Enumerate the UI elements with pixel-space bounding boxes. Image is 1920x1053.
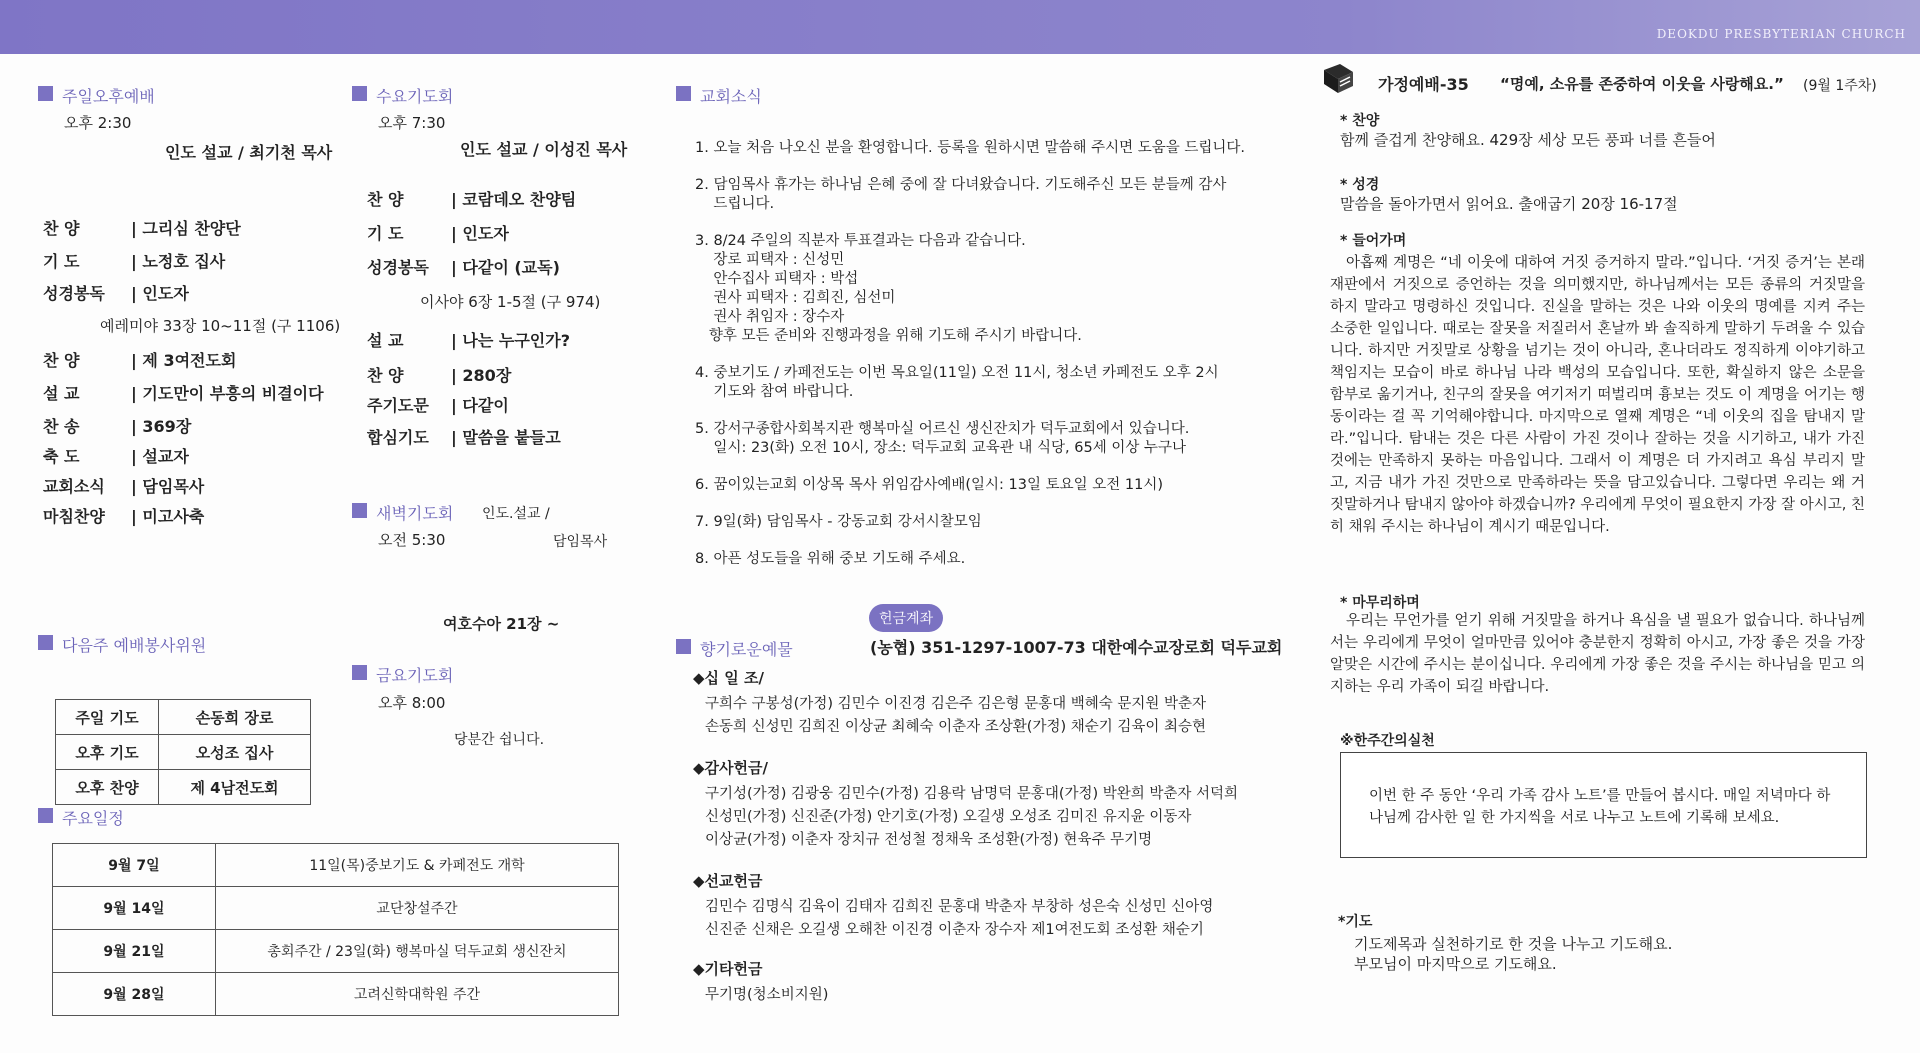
friday-note: 당분간 쉽니다.	[454, 732, 545, 748]
intro-text: 아홉째 계명은 “네 이웃에 대하여 거짓 증거하지 말라.”입니다. ‘거짓 증거’는 본래 재판에서 거짓으로 증언하는 것을 의미했지만, 하나님께서는 모든 종류의 거짓말을 하지 말라고 명령하신 것입니다. 진실을 말하는 것은 나와 이웃의 명예를 지켜 주는 소중한 일입니다. 때로는 잘못을 저질러서 혼날까 봐 솔직하게 말하기 두려울 수 있습니다. 하지만 거짓말로 상황을 넘기는 것이 아니라, 혼나더라도 정직하게 이야기하고 책임지는 모습이 바로 하나님 나라 백성의 모습입니다. 또한, 확실하지 않은 소문을 함부로 옮기거나, 친구의 잘못을 여기저기 떠벌리며 흉보는 것도 이 계명을 어기는 행동이라는 걸 꼭 기억해야합니다. 마지막으로 열째 계명은 “네 이웃의 집을 탐내지 말라.”입니다. 탐내는 것은 다른 사람이 가진 것이나 잘하는 것을 시기하고, 내가 가진 것에는 만족하지 못하는 마음입니다. 그래서 이 계명은 더 가지려고 욕심 부리지 말고, 지금 내가 가진 것만으로 만족하라는 뜻을 담고있습니다. 그렇다면 우리는 왜 거짓말하거나 탐내지 않아야 하겠습니까? 우리에게 무엇이 필요한지 가장 잘 아시고, 친히 채워 주시는 하나님이 계시기 때문입니다.	[1330, 255, 1865, 535]
praise-heading: * 찬양	[1340, 113, 1380, 129]
order-value: | 기도만이 부흥의 비결이다	[131, 384, 324, 403]
account-number: (농협) 351-1297-1007-73 대한예수교장로회 덕두교회	[870, 638, 1283, 657]
wednesday-title: 수요기도회	[352, 84, 453, 107]
news-item: 4. 중보기도 / 카페전도는 이번 목요일(11일) 오전 11시, 청소년 카페전도 오후 2시	[695, 365, 1219, 381]
order-label: 기 도	[43, 252, 80, 271]
order-label: 찬 송	[43, 417, 80, 436]
dawn-scripture: 여호수아 21장 ~	[443, 615, 560, 633]
person-cell: 손동희 장로	[159, 700, 311, 735]
order-label: 찬 양	[367, 190, 404, 209]
news-item: 권사 피택자 : 김희진, 심선미	[695, 290, 896, 306]
order-value: 이사야 6장 1-5절 (구 974)	[420, 293, 601, 311]
order-row	[43, 348, 236, 371]
order-value: | 인도자	[131, 284, 189, 303]
news-item: 권사 취임자 : 장수자	[695, 309, 845, 325]
offering-names: 신성민(가정) 신진준(가정) 안기호(가정) 오길생 오성조 김미진 유지윤 이동자	[705, 809, 1192, 825]
news-title: 교회소식	[676, 84, 762, 107]
date-cell: 9월 7일	[53, 844, 216, 887]
family-subtitle: “명예, 소유를 존중하여 이웃을 사랑해요.”	[1500, 75, 1784, 93]
account-badge: 헌금계좌	[869, 604, 943, 632]
offering-group-heading: ◆감사헌금/	[693, 759, 768, 777]
order-label: 마침찬양	[43, 507, 105, 526]
event-cell: 11일(목)중보기도 & 카페전도 개학	[216, 844, 619, 887]
news-item: 5. 강서구종합사회복지관 행복마실 어르신 생신잔치가 덕두교회에서 있습니다.	[695, 421, 1190, 437]
order-row	[100, 315, 340, 336]
dawn-note: 인도.설교 /	[482, 506, 550, 522]
offering-title: 향기로운예물	[676, 637, 793, 660]
order-row	[420, 291, 600, 312]
news-item: 일시: 23(화) 오전 10시, 장소: 덕두교회 교육관 내 식당, 65세 이상 누구나	[695, 440, 1186, 456]
offering-group-heading: ◆선교헌금	[693, 872, 763, 890]
date-cell: 9월 28일	[53, 973, 216, 1016]
bible-heading: * 성경	[1340, 177, 1380, 193]
wednesday-leader: 인도 설교 / 이성진 목사	[460, 140, 628, 159]
event-cell: 고려신학대학원 주간	[216, 973, 619, 1016]
news-item: 1. 오늘 처음 나오신 분을 환영합니다. 등록을 원하시면 말씀해 주시면 도움을 드립니다.	[695, 140, 1245, 156]
offering-names: 구희수 구봉성(가정) 김민수 이진경 김은주 김은형 문홍대 백혜숙 문지원 박춘자	[705, 696, 1207, 712]
order-value: | 미고사축	[131, 507, 205, 526]
order-value: | 그리심 찬양단	[131, 219, 241, 238]
news-item: 안수집사 피택자 : 박섭	[695, 271, 859, 287]
order-value: | 제 3여전도회	[131, 351, 237, 370]
order-label: 축 도	[43, 447, 80, 466]
order-label: 설 교	[367, 331, 404, 350]
order-value: | 코람데오 찬양팀	[451, 190, 577, 209]
order-label: 주기도문	[367, 396, 429, 415]
order-label: 찬 양	[367, 366, 404, 385]
offering-names: 구기성(가정) 김광웅 김민수(가정) 김용락 남명덕 문홍대(가정) 박완희 박춘자 서덕희	[705, 786, 1239, 802]
offering-names: 신진준 신채은 오길생 오해찬 이진경 이춘자 장수자 제1여전도회 조성환 채순기	[705, 922, 1204, 938]
date-cell: 9월 21일	[53, 930, 216, 973]
news-item: 기도와 참여 바랍니다.	[695, 384, 854, 400]
order-row	[43, 216, 241, 239]
order-row	[43, 281, 189, 304]
table-row	[53, 887, 619, 930]
order-row	[43, 444, 189, 467]
news-item: 드립니다.	[695, 196, 775, 212]
dawn-time: 오전 5:30	[378, 531, 446, 549]
sunday-pm-time: 오후 2:30	[64, 114, 132, 132]
order-row	[43, 414, 191, 437]
dawn-title: 새벽기도회	[352, 501, 453, 524]
table-row	[53, 844, 619, 887]
order-value: | 280장	[451, 366, 512, 385]
order-value: | 다같이 (교독)	[451, 258, 560, 277]
order-value: | 말씀을 붙들고	[451, 428, 561, 447]
prayer-heading: *기도	[1338, 914, 1373, 930]
news-item: 8. 아픈 성도들을 위해 중보 기도해 주세요.	[695, 551, 966, 567]
order-value: | 노정호 집사	[131, 252, 226, 271]
order-value: | 담임목사	[131, 477, 205, 496]
order-value: | 다같이	[451, 396, 509, 415]
intro-heading: * 들어가며	[1340, 233, 1407, 249]
bible-text: 말씀을 돌아가면서 읽어요. 출애굽기 20장 16-17절	[1340, 195, 1678, 213]
order-label: 찬 양	[43, 351, 80, 370]
praise-text: 함께 즐겁게 찬양해요. 429장 세상 모든 풍파 너를 흔들어	[1340, 131, 1716, 149]
date-cell: 9월 14일	[53, 887, 216, 930]
bible-icon	[1320, 62, 1356, 96]
order-row	[367, 328, 570, 351]
order-value: 예레미야 33장 10~11절 (구 1106)	[100, 317, 341, 335]
next-week-title: 다음주 예배봉사위원	[38, 633, 206, 656]
wednesday-time: 오후 7:30	[378, 114, 446, 132]
order-row	[367, 363, 511, 386]
sunday-pm-title: 주일오후예배	[38, 84, 155, 107]
person-cell: 오성조 집사	[159, 735, 311, 770]
order-label: 성경봉독	[43, 284, 105, 303]
order-label: 합심기도	[367, 428, 429, 447]
order-row	[43, 504, 204, 527]
friday-time: 오후 8:00	[378, 694, 446, 712]
order-row	[43, 249, 225, 272]
practice-box	[1340, 752, 1867, 858]
family-title: 가정예배-35	[1378, 75, 1469, 94]
order-label: 교회소식	[43, 477, 105, 496]
practice-heading: ※한주간의실천	[1340, 733, 1435, 749]
order-row	[43, 474, 204, 497]
person-cell: 제 4남전도회	[159, 770, 311, 805]
role-cell: 오후 기도	[56, 735, 159, 770]
news-item: 향후 모든 준비와 진행과정을 위해 기도해 주시기 바랍니다.	[695, 328, 1082, 344]
order-row	[43, 381, 324, 404]
order-label: 기 도	[367, 224, 404, 243]
offering-names: 손동희 신성민 김희진 이상균 최혜숙 이춘자 조상환(가정) 채순기 김육이 최승현	[705, 719, 1207, 735]
news-item: 7. 9일(화) 담임목사 - 강동교회 강서시찰모임	[695, 514, 982, 530]
offering-group-heading: ◆기타헌금	[693, 960, 763, 978]
order-value: | 369장	[131, 417, 192, 436]
table-row	[56, 700, 311, 735]
practice-text: 이번 한 주 동안 ‘우리 가족 감사 노트’를 만들어 봅시다. 매일 저녁마다 하나님께 감사한 일 한 가지씩을 서로 나누고 노트에 기록해 보세요.	[1369, 788, 1831, 826]
prayer-line-2: 부모님이 마지막으로 기도해요.	[1354, 955, 1557, 973]
church-name: DEOKDU PRESBYTERIAN CHURCH	[1656, 27, 1906, 41]
close-heading: * 마무리하며	[1340, 595, 1420, 611]
offering-group-heading: ◆십 일 조/	[693, 669, 764, 687]
schedule-title: 주요일정	[38, 806, 124, 829]
news-item: 6. 꿈이있는교회 이상목 목사 위임감사예배(일시: 13일 토요일 오전 11시)	[695, 477, 1163, 493]
order-row	[367, 425, 561, 448]
event-cell: 교단창설주간	[216, 887, 619, 930]
role-cell: 주일 기도	[56, 700, 159, 735]
close-text: 우리는 무언가를 얻기 위해 거짓말을 하거나 욕심을 낼 필요가 없습니다. 하나님께서는 우리에게 무엇이 얼마만큼 있어야 충분한지 정확히 아시고, 가장 좋은 것을 가장 알맞은 시간에 주시는 분이십니다. 우리에게 가장 좋은 것을 주시는 하나님을 믿고 의지하는 우리 가족이 되길 바랍니다.	[1330, 613, 1865, 695]
news-item: 3. 8/24 주일의 직분자 투표결과는 다음과 같습니다.	[695, 233, 1026, 249]
news-item: 장로 피택자 : 신성민	[695, 252, 845, 268]
table-row	[53, 973, 619, 1016]
table-row	[56, 770, 311, 805]
order-row	[367, 187, 576, 210]
order-label: 설 교	[43, 384, 80, 403]
news-item: 2. 담임목사 휴가는 하나님 은혜 중에 잘 다녀왔습니다. 기도해주신 모든 분들께 감사	[695, 177, 1227, 193]
offering-names: 김민수 김명식 김육이 김태자 김희진 문홍대 박춘자 부창하 성은숙 신성민 신아영	[705, 899, 1214, 915]
schedule-table	[52, 843, 619, 1016]
dawn-leader: 담임목사	[553, 534, 608, 550]
next-week-table	[55, 699, 311, 805]
order-row	[367, 221, 509, 244]
order-value: | 인도자	[451, 224, 509, 243]
offering-names: 무기명(청소비지원)	[705, 987, 829, 1003]
sunday-pm-leader: 인도 설교 / 최기천 목사	[165, 143, 333, 162]
order-label: 찬 양	[43, 219, 80, 238]
order-row	[367, 255, 560, 278]
friday-title: 금요기도회	[352, 663, 453, 686]
family-week: (9월 1주차)	[1803, 78, 1877, 94]
table-row	[53, 930, 619, 973]
role-cell: 오후 찬양	[56, 770, 159, 805]
order-row	[367, 393, 509, 416]
header-bar	[0, 0, 1920, 54]
order-value: | 나는 누구인가?	[451, 331, 571, 350]
order-value: | 설교자	[131, 447, 189, 466]
table-row	[56, 735, 311, 770]
offering-names: 이상균(가정) 이춘자 장치규 전성철 정채욱 조성환(가정) 현육주 무기명	[705, 832, 1153, 848]
event-cell: 총회주간 / 23일(화) 행복마실 덕두교회 생신잔치	[216, 930, 619, 973]
order-label: 성경봉독	[367, 258, 429, 277]
prayer-line-1: 기도제목과 실천하기로 한 것을 나누고 기도해요.	[1354, 935, 1673, 953]
